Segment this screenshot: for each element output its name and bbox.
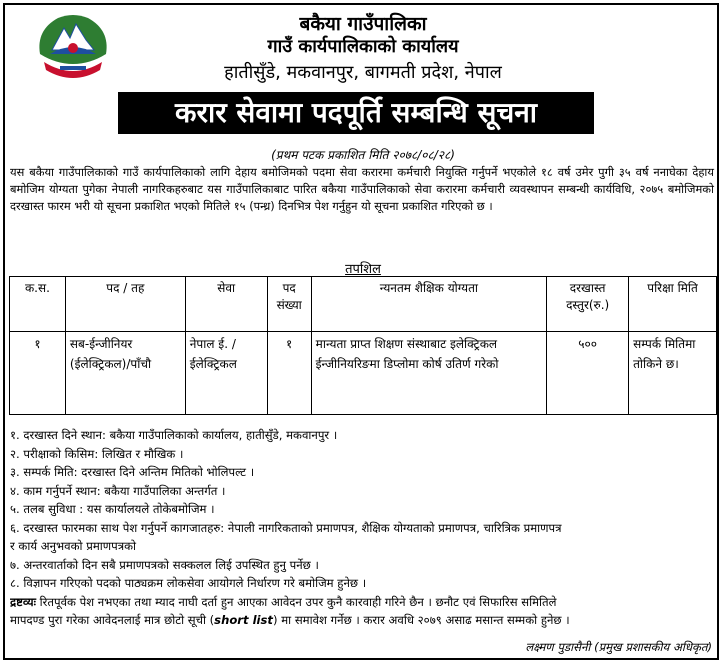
note-7: ७. अन्तरवार्ताको दिन सबै प्रमाणपत्रको सक्कलल लिई उपस्थित हुनु पर्नेछ ।	[10, 557, 319, 572]
note-4: ४. काम गर्नुपर्ने स्थान: बकैया गाउँपालिका अन्तर्गत ।	[10, 483, 226, 498]
note-1: १. दरखास्त दिने स्थान: बकैया गाउँपालिकाको कार्यालय, हातीसुँडे, मकवानपुर ।	[10, 428, 338, 442]
municipality-name: बकैया गाउँपालिका	[299, 13, 427, 35]
warning-text-1: रितपूर्वक पेश नभएका तथा म्याद नाघी दर्ता हुन आएका आवेदन उपर कुनै कारवाही गरिने छैन । छनौट एवं सिफारिस समितिले	[39, 594, 557, 609]
header-sn: क.स.	[10, 277, 66, 332]
note-6-continued: र कार्य अनुभवको प्रमाणपत्रको	[10, 539, 137, 553]
note-8: ८. विज्ञापन गरिएको पदको पाठ्यक्रम लोकसेवा आयोगले निर्धारण गरे बमोजिम हुनेछ ।	[10, 576, 367, 590]
cell-qualification: मान्यता प्राप्त शिक्षण संस्थाबाट इलेक्ट्रिकल ईन्जीनियरिङमा डिप्लोमा कोर्ष उतिर्ण गरेको	[311, 332, 547, 415]
notes-list	[10, 426, 716, 630]
note-6: ६. दरखास्त फारमका साथ पेश गर्नुपर्ने कागजातहरु: नेपाली नागरिकताको प्रमाणपत्र, शैक्षिक योग्यताको प्रमाणपत्र, चारित्रिक प्रमाणपत्र	[10, 520, 562, 535]
signature: लक्ष्मण पुडासैनी (प्रमुख प्रशासकीय अधिकृत)	[525, 640, 712, 654]
warning-line-2	[10, 611, 716, 630]
notice-title-banner: करार सेवामा पदपूर्ति सम्बन्धि सूचना	[118, 92, 594, 134]
header-post: पद / तह	[65, 277, 185, 332]
cell-fee: ५००	[547, 332, 629, 415]
header-fee: दरखास्त दस्तुर(रु.)	[547, 277, 629, 332]
warning-text-2a: मापदण्ड पुरा गरेका आवेदनलाई मात्र छोटो सूची (	[10, 613, 215, 627]
header-exam-date: परिक्षा मिति	[629, 277, 717, 332]
note-5: ५. तलब सुविधा : यस कार्यालयले तोकेबमोजिम ।	[10, 502, 215, 516]
cell-post: सब-ईन्जीनियर (ईलेक्ट्रिकल)/पाँचौ	[65, 332, 185, 415]
cell-exam-date: सम्पर्क मितिमा तोकिने छ।	[629, 332, 717, 415]
header-service: सेवा	[185, 277, 267, 332]
cell-count: १	[267, 332, 311, 415]
header-qualification: न्यनतम शैक्षिक योग्यता	[311, 277, 547, 332]
note-3: ३. सम्पर्क मिति: दरखास्त दिने अन्तिम मितिको भोलिपल्ट ।	[10, 465, 255, 479]
office-name: गाउँ कार्यपालिकाको कार्यालय	[267, 36, 459, 57]
publish-date: (प्रथम पटक प्रकाशित मिति २०७८/०८/२८)	[271, 148, 455, 162]
vacancy-table	[9, 276, 717, 415]
cell-service: नेपाल ई. / ईलेक्ट्रिकल	[185, 332, 267, 415]
short-list-term: short list	[214, 613, 273, 627]
header-count: पद संख्या	[267, 277, 311, 332]
warning-line-1	[10, 593, 716, 612]
table-header-row	[10, 277, 717, 332]
office-address: हातीसुँडे, मकवानपुर, बागमती प्रदेश, नेपाल	[224, 62, 502, 83]
table-title: तपशिल	[345, 262, 381, 277]
table-row	[10, 332, 717, 415]
warning-text-2b: ) मा समावेश गर्नेछ । करार अवधि २०७९ असाढ मसान्त सम्मको हुनेछ ।	[272, 613, 570, 627]
warning-label: द्रष्टव्यः	[10, 594, 36, 609]
intro-paragraph: यस बकैया गाउँपालिकाको गाउँ कार्यपालिकाको लागि देहाय बमोजिमको पदमा सेवा करारमा कर्मचारी नियुक्ति गर्नुपर्ने भएकोले १८ वर्ष उमेर पुगी ३५ वर्ष ननाघेका देहाय बमोजिम योग्यता पुगेका नेपाली नागरिकहरुबाट यस गाउँपालिकाबाट पारित बकैया गाउँपालिकाको सेवा करारमा कर्मचारी व्यवस्थापन सम्बन्धी कार्यविधि, २०७५ बमोजिमको दरखास्त फारम भरी यो सूचना प्रकाशित भएको मितिले १५ (पन्ध्र) दिनभित्र पेश गर्नुहुन यो सूचना प्रकाशित गरिएको छ ।	[10, 165, 714, 213]
note-2: २. परीक्षाको किसिम: लिखित र मौखिक ।	[10, 446, 184, 461]
cell-sn: १	[10, 332, 66, 415]
